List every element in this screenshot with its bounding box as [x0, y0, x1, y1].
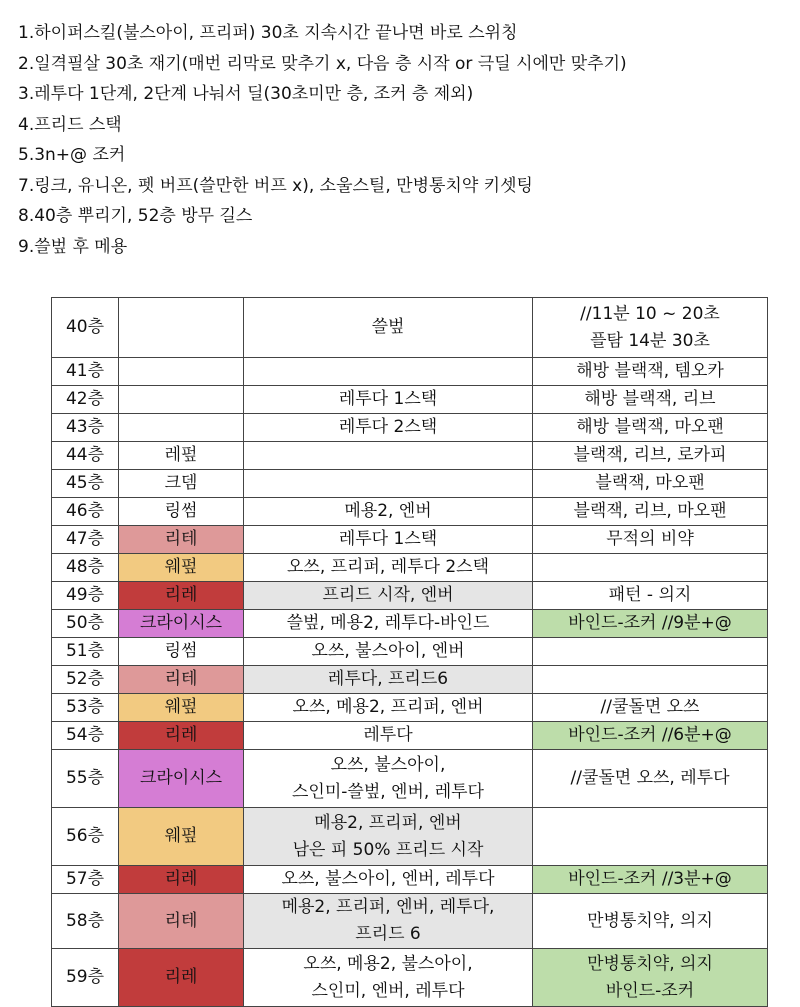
skill-cell [244, 949, 533, 1007]
floor-cell: 49층 [52, 582, 119, 610]
skill-cell [244, 554, 533, 582]
note-cell [533, 470, 768, 498]
mob-cell: 리테 [119, 894, 244, 949]
mob-cell: 웨펖 [119, 694, 244, 722]
skill-cell [244, 442, 533, 470]
table-row [52, 666, 768, 694]
floor-cell: 54층 [52, 722, 119, 750]
mob-cell: 리레 [119, 866, 244, 894]
skill-line: 프리드 6 [355, 924, 421, 944]
mob-cell [119, 414, 244, 442]
skill-cell [244, 386, 533, 414]
skill-line: 레투다 1스택 [338, 389, 438, 409]
skill-cell [244, 414, 533, 442]
note-cell [533, 894, 768, 949]
skill-line: 오쓰, 메용2, 프리퍼, 엔버 [292, 697, 484, 717]
note-cell [533, 750, 768, 808]
table-row [52, 610, 768, 638]
floor-cell: 56층 [52, 808, 119, 866]
note-cell [533, 414, 768, 442]
note-cell [533, 808, 768, 866]
skill-cell [244, 582, 533, 610]
note-line: 해방 블랙잭, 마오팬 [576, 417, 724, 437]
table-row [52, 442, 768, 470]
note-cell [533, 610, 768, 638]
note-item: 2.일격필살 30초 재기(매번 리막로 맞추기 x, 다음 층 시작 or 극딜 시에만 맞추기) [18, 53, 627, 74]
mob-cell: 크라이시스 [119, 610, 244, 638]
skill-line: 메용2, 엔버 [344, 501, 432, 521]
note-line: 만병통치약, 의지 [587, 910, 713, 931]
table-row [52, 722, 768, 750]
skill-line: 쓸벞, 메용2, 레투다-바인드 [286, 613, 490, 633]
table-row [52, 358, 768, 386]
table-row [52, 298, 768, 358]
table-row [52, 949, 768, 1007]
floor-cell: 52층 [52, 666, 119, 694]
skill-cell [244, 894, 533, 949]
floor-cell: 58층 [52, 894, 119, 949]
note-line: 만병통치약, 의지 [587, 953, 713, 974]
mob-cell: 리테 [119, 666, 244, 694]
note-line: 플탐 14분 30초 [590, 330, 710, 351]
skill-cell [244, 666, 533, 694]
mob-cell: 크라이시스 [119, 750, 244, 808]
note-item: 3.레투다 1단계, 2단계 나눠서 딜(30초미만 층, 조커 층 제외) [18, 84, 474, 104]
note-cell [533, 582, 768, 610]
skill-line: 레투다 1스택 [338, 529, 438, 549]
table-row [52, 894, 768, 949]
note-line: 바인드-조커 //6분+@ [568, 725, 732, 745]
floor-cell: 51층 [52, 638, 119, 666]
note-line: 해방 블랙잭, 리브 [584, 389, 716, 409]
floor-cell: 48층 [52, 554, 119, 582]
floor-cell: 50층 [52, 610, 119, 638]
skill-cell [244, 610, 533, 638]
floor-cell: 47층 [52, 526, 119, 554]
table-row [52, 414, 768, 442]
mob-cell: 리테 [119, 526, 244, 554]
note-cell [533, 866, 768, 894]
note-cell [533, 298, 768, 358]
floor-cell: 57층 [52, 866, 119, 894]
skill-line: 오쓰, 불스아이, [330, 754, 446, 775]
floor-cell: 43층 [52, 414, 119, 442]
note-line: //쿨돌면 오쓰, 레투다 [570, 768, 730, 788]
mob-cell: 리레 [119, 722, 244, 750]
floor-cell: 44층 [52, 442, 119, 470]
skill-cell [244, 358, 533, 386]
table-row [52, 582, 768, 610]
table-row [52, 638, 768, 666]
skill-cell [244, 526, 533, 554]
note-line: //쿨돌면 오쓰 [600, 697, 700, 717]
note-line: 블랙잭, 마오팬 [595, 473, 705, 493]
mob-cell: 레펖 [119, 442, 244, 470]
table-row [52, 694, 768, 722]
floor-cell: 42층 [52, 386, 119, 414]
table-row [52, 386, 768, 414]
note-line: 블랙잭, 리브, 마오팬 [573, 501, 727, 521]
note-line: 바인드-조커 [605, 980, 695, 1001]
mob-cell: 리레 [119, 949, 244, 1007]
skill-cell [244, 470, 533, 498]
note-cell [533, 722, 768, 750]
floor-cell: 46층 [52, 498, 119, 526]
skill-line: 스인미-쓸벞, 엔버, 레투다 [292, 781, 484, 802]
note-cell [533, 358, 768, 386]
note-cell [533, 949, 768, 1007]
note-line: 해방 블랙잭, 템오카 [576, 361, 724, 381]
skill-cell [244, 808, 533, 866]
floor-plan-table [51, 297, 768, 1007]
skill-line: 프리드 시작, 엔버 [322, 585, 454, 605]
table-row [52, 498, 768, 526]
table-row [52, 866, 768, 894]
note-item: 7.링크, 유니온, 펫 버프(쓸만한 버프 x), 소울스틸, 만병통치약 키셋팅 [18, 175, 533, 196]
floor-cell: 45층 [52, 470, 119, 498]
skill-line: 스인미, 엔버, 레투다 [311, 980, 465, 1001]
note-cell [533, 498, 768, 526]
table-row [52, 808, 768, 866]
note-item: 1.하이퍼스킬(불스아이, 프리퍼) 30초 지속시간 끝나면 바로 스위칭 [18, 23, 518, 43]
note-item: 8.40층 뿌리기, 52층 방무 길스 [18, 206, 253, 226]
table-row [52, 750, 768, 808]
skill-line: 오쓰, 메용2, 불스아이, [303, 953, 473, 974]
skill-line: 오쓰, 불스아이, 엔버 [311, 641, 465, 661]
skill-line: 레투다, 프리드6 [327, 669, 449, 689]
note-line: 바인드-조커 //3분+@ [568, 869, 732, 889]
note-line: 바인드-조커 //9분+@ [568, 613, 732, 633]
skill-line: 메용2, 프리퍼, 엔버, 레투다, [281, 897, 495, 917]
note-cell [533, 386, 768, 414]
floor-cell: 40층 [52, 298, 119, 358]
skill-cell [244, 750, 533, 808]
mob-cell: 링썸 [119, 498, 244, 526]
skill-cell [244, 638, 533, 666]
note-cell [533, 694, 768, 722]
note-item: 9.쓸벞 후 메용 [18, 236, 128, 257]
note-line: 블랙잭, 리브, 로카피 [573, 445, 727, 465]
mob-cell: 크뎀 [119, 470, 244, 498]
note-line: 패턴 - 의지 [608, 585, 692, 605]
mob-cell: 웨펖 [119, 554, 244, 582]
skill-cell [244, 694, 533, 722]
table-row [52, 526, 768, 554]
table-row [52, 470, 768, 498]
note-cell [533, 526, 768, 554]
skill-cell [244, 498, 533, 526]
skill-line: 오쓰, 프리퍼, 레투다 2스택 [286, 557, 490, 577]
skill-line: 레투다 2스택 [338, 417, 438, 437]
note-line: //11분 10 ~ 20초 [580, 303, 720, 324]
note-cell [533, 554, 768, 582]
mob-cell [119, 298, 244, 358]
note-item: 5.3n+@ 조커 [18, 145, 126, 165]
notes-list [18, 18, 627, 262]
mob-cell: 웨펖 [119, 808, 244, 866]
mob-cell: 리레 [119, 582, 244, 610]
skill-line: 남은 피 50% 프리드 시작 [292, 839, 484, 860]
skill-cell [244, 298, 533, 358]
mob-cell: 링썸 [119, 638, 244, 666]
note-line: 무적의 비약 [606, 529, 694, 549]
skill-line: 쓸벞 [371, 317, 405, 337]
skill-cell [244, 866, 533, 894]
note-cell [533, 666, 768, 694]
note-cell [533, 442, 768, 470]
skill-line: 오쓰, 불스아이, 엔버, 레투다 [281, 869, 495, 889]
skill-line: 메용2, 프리퍼, 엔버 [314, 812, 462, 833]
floor-cell: 53층 [52, 694, 119, 722]
note-item: 4.프리드 스택 [18, 114, 122, 135]
floor-cell: 59층 [52, 949, 119, 1007]
note-cell [533, 638, 768, 666]
skill-line: 레투다 [363, 725, 413, 745]
floor-table-body [52, 298, 768, 1007]
table-row [52, 554, 768, 582]
mob-cell [119, 358, 244, 386]
mob-cell [119, 386, 244, 414]
floor-cell: 41층 [52, 358, 119, 386]
floor-cell: 55층 [52, 750, 119, 808]
skill-cell [244, 722, 533, 750]
